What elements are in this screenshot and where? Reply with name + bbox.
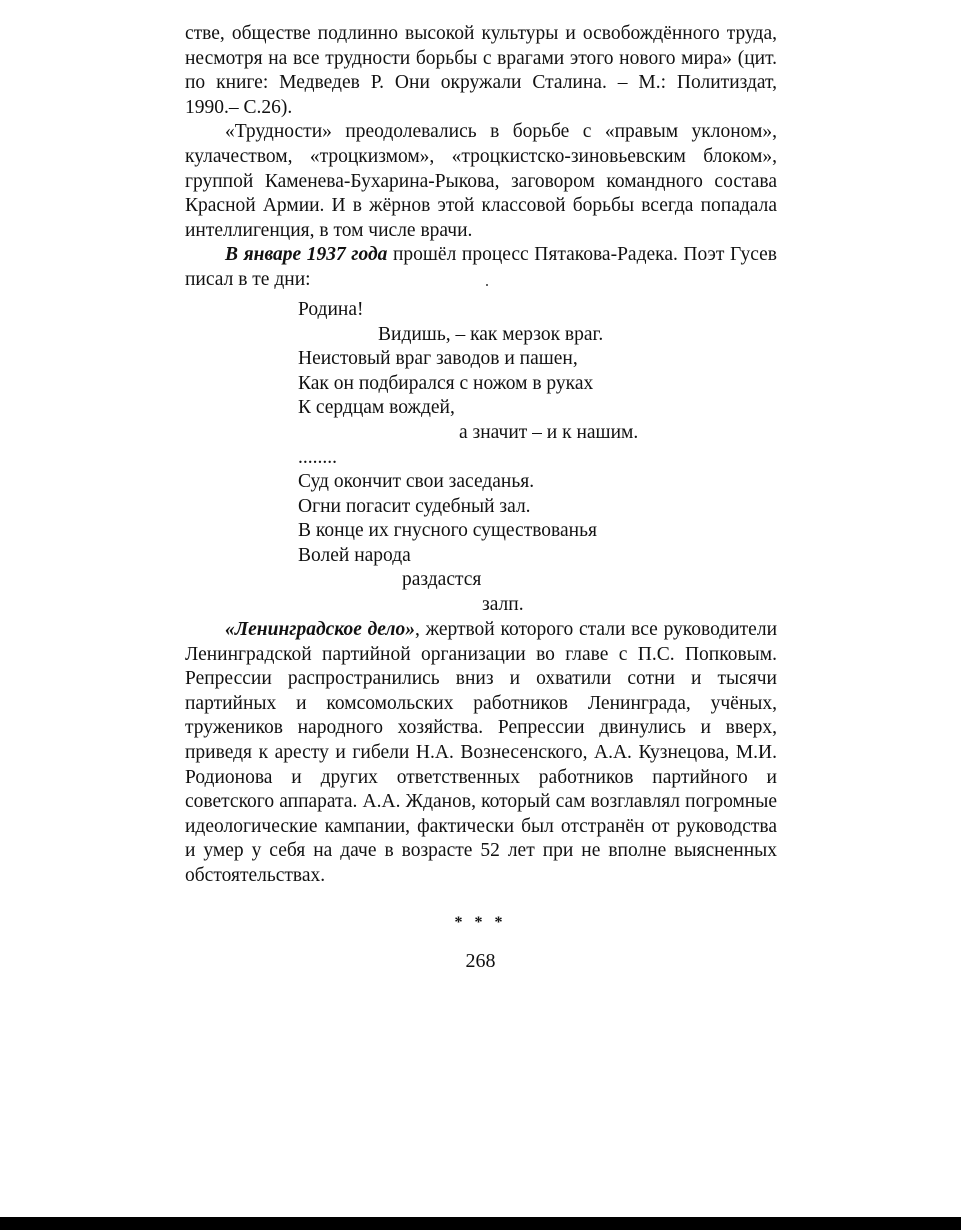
paragraph-lead-emphasis: «Ленинградское дело» xyxy=(225,619,415,640)
section-separator: * * * xyxy=(454,914,507,931)
text-block-top xyxy=(185,22,777,293)
paragraph-difficulties: «Трудности» преодолевались в борьбе с «правым уклоном», кулачеством, «троцкизмом», «троцкистско-зиновьевским блоком», группой Каменева-Бухарина-Рыкова, заговором командного состава Красной Армии. И в жёрнов этой классовой борьбы всегда попадала интеллигенция, в том числе врачи. xyxy=(185,121,777,241)
bottom-border xyxy=(0,1217,961,1230)
paragraph-text: , жертвой которого стали все руководители Ленинградской партийной организации во главе с П.С. Попковым. Репрессии распространились вниз и охватили сотни и тысячи партийных и комсомольских работников Ленинграда, учёных, тружеников народного хозяйства. Репрессии двинулись и вверх, приведя к аресту и гибели Н.А. Вознесенского, А.А. Кузнецова, М.И. Родионова и других ответственных работников партийного и советского аппарата. А.А. Жданов, который сам возглавлял погромные идеологические кампании, фактически был отстранён от руководства и умер у себя на даче в возрасте 52 лет при не вполне выясненных обстоятельствах. xyxy=(185,619,778,886)
poem-line: Суд окончит свои заседанья. xyxy=(298,471,535,492)
poem-ellipsis: ........ xyxy=(298,447,337,468)
poem-line: Родина! xyxy=(298,299,364,320)
poem-line: Огни погасит судебный зал. xyxy=(298,496,531,517)
paragraph-leningrad-affair xyxy=(185,618,777,889)
paragraph-january-1937 xyxy=(185,243,777,292)
paragraph-text: прошёл процесс Пятакова-Радека. Поэт Гусев писал в те дни: xyxy=(185,244,777,290)
poem-line: В конце их гнусного существованья xyxy=(298,520,597,541)
poem-line: Волей народа xyxy=(298,545,411,566)
paragraph-lead-emphasis: В январе 1937 года xyxy=(225,244,388,266)
page-number: 268 xyxy=(465,950,496,972)
poem-line: раздастся xyxy=(402,569,482,590)
poem-line: Видишь, – как мерзок враг. xyxy=(378,324,604,345)
poem-line: залп. xyxy=(482,594,524,615)
text-block-bottom xyxy=(185,618,777,889)
poem-line: Неистовый враг заводов и пашен, xyxy=(298,348,578,369)
stray-dot xyxy=(486,284,488,286)
poem-line: Как он подбирался с ножом в руках xyxy=(298,373,594,394)
paragraph-continuation: стве, обществе подлинно высокой культуры и освобождённого труда, несмотря на все трудности борьбы с врагами этого нового мира» (цит. по книге: Медведев Р. Они окружали Сталина. – М.: Политиздат, 1990.– С.26). xyxy=(185,23,777,118)
poem-line: К сердцам вождей, xyxy=(298,397,455,418)
poem-line: а значит – и к нашим. xyxy=(459,422,639,443)
